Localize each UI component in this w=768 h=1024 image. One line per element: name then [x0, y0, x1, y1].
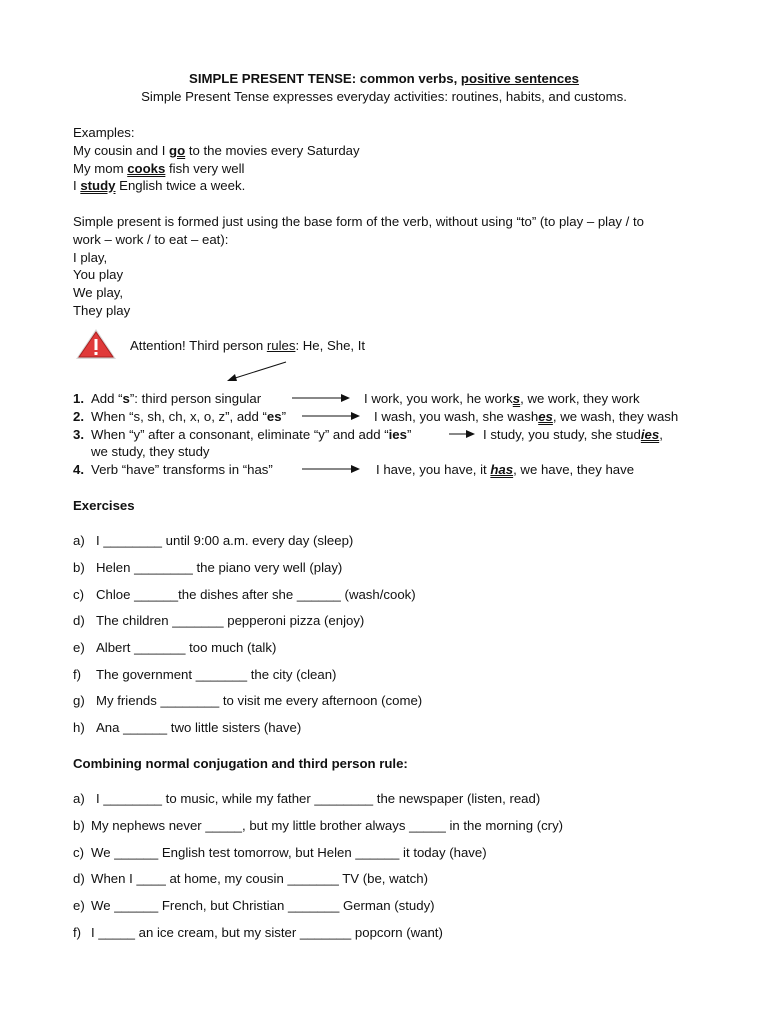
rule-example: I work, you work, he works, we work, they work	[364, 391, 640, 406]
example-verb: go	[169, 143, 186, 158]
attention-text: Attention! Third person rules: He, She, It	[130, 338, 366, 353]
example-line: My mom cooks fish very well	[73, 161, 245, 176]
arrow-right-icon	[302, 410, 362, 422]
page-title	[0, 70, 768, 87]
rule-example: I have, you have, it has, we have, they have	[376, 462, 635, 477]
combining-item: f) I _____ an ice cream, but my sister _______ popcorn (want)	[73, 925, 443, 940]
warning-triangle-icon	[74, 327, 118, 361]
combining-heading: Combining normal conjugation and third person rule:	[73, 756, 408, 771]
exercises-heading: Exercises	[73, 498, 135, 513]
example-line: My cousin and I go to the movies every Saturday	[73, 143, 360, 158]
formation-line: work – work / to eat – eat):	[73, 232, 229, 247]
examples-heading: Examples:	[73, 125, 135, 140]
conjugation-line: I play,	[73, 250, 108, 265]
exercise-item: b) Helen ________ the piano very well (play)	[73, 560, 343, 575]
rule-line: 3. When “y” after a consonant, eliminate “y” and add “ies”	[73, 427, 412, 442]
example-verb: study	[80, 178, 116, 193]
arrow-right-icon	[449, 428, 477, 440]
conjugation-line: They play	[73, 303, 131, 318]
combining-item: b) My nephews never _____, but my little brother always _____ in the morning (cry)	[73, 818, 564, 833]
rule-continuation: we study, they study	[91, 444, 210, 459]
conjugation-line: You play	[73, 267, 124, 282]
rule-line: 1. Add “s”: third person singular	[73, 391, 262, 406]
diagonal-arrow-icon	[224, 360, 288, 384]
rule-line: 4. Verb “have” transforms in “has”	[73, 462, 273, 477]
combining-item: c) We ______ English test tomorrow, but Helen ______ it today (have)	[73, 845, 487, 860]
conjugation-line: We play,	[73, 285, 124, 300]
combining-item: a) I ________ to music, while my father ________ the newspaper (listen, read)	[73, 791, 541, 806]
subtitle: Simple Present Tense expresses everyday activities: routines, habits, and customs.	[141, 89, 627, 104]
exercise-item: e) Albert _______ too much (talk)	[73, 640, 277, 655]
example-verb: cooks	[127, 161, 166, 176]
title-underlined: positive sentences	[460, 71, 579, 86]
arrow-right-icon	[302, 463, 362, 475]
rule-line: 2. When “s, sh, ch, x, o, z”, add “es”	[73, 409, 286, 424]
exercise-item: f) The government _______ the city (clean)	[73, 667, 337, 682]
rule-example: I wash, you wash, she washes, we wash, they wash	[374, 409, 679, 424]
formation-line: Simple present is formed just using the base form of the verb, without using “to” (to play – play / to	[73, 214, 645, 229]
exercise-item: h) Ana ______ two little sisters (have)	[73, 720, 302, 735]
combining-item: e) We ______ French, but Christian _______ German (study)	[73, 898, 435, 913]
exercise-item: a) I ________ until 9:00 a.m. every day (sleep)	[73, 533, 354, 548]
title-bold: SIMPLE PRESENT TENSE: common verbs,	[189, 71, 461, 86]
rule-example: I study, you study, she studies,	[483, 427, 663, 442]
exercise-item: c) Chloe ______the dishes after she ______ (wash/cook)	[73, 587, 416, 602]
exercise-item: g) My friends ________ to visit me every afternoon (come)	[73, 693, 423, 708]
exercise-item: d) The children _______ pepperoni pizza (enjoy)	[73, 613, 365, 628]
arrow-right-icon	[292, 392, 352, 404]
example-line: I study English twice a week.	[73, 178, 246, 193]
combining-item: d) When I ____ at home, my cousin _______ TV (be, watch)	[73, 871, 428, 886]
